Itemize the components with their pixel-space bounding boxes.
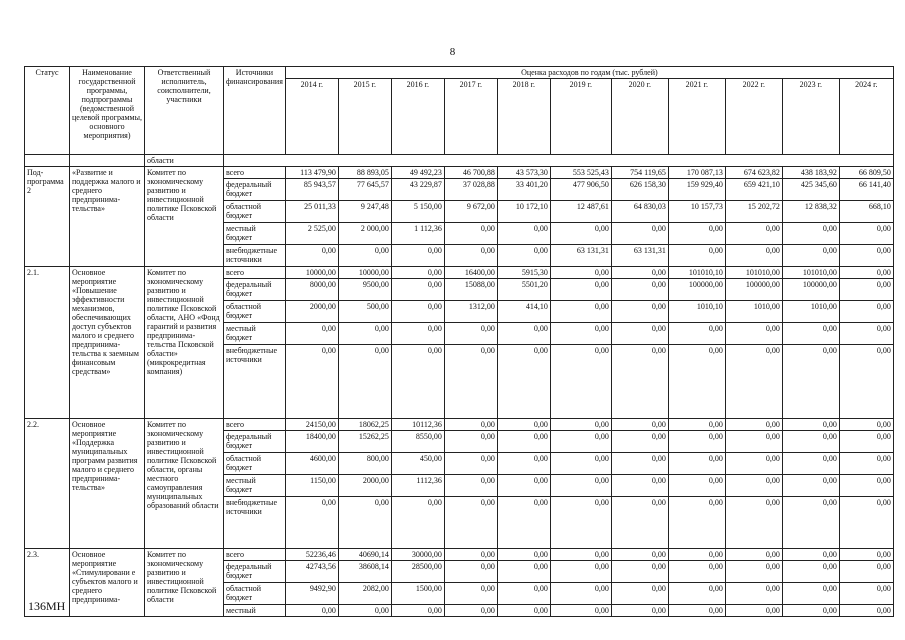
value-cell: 0,00 — [839, 301, 893, 323]
value-cell: 0,00 — [285, 323, 338, 345]
value-cell: 100000,00 — [782, 279, 839, 301]
value-cell: 52236,46 — [285, 549, 338, 561]
value-cell: 10 172,10 — [497, 201, 550, 223]
row-source: всего — [224, 267, 286, 279]
value-cell: 9 247,48 — [338, 201, 391, 223]
value-cell: 30000,00 — [391, 549, 444, 561]
cont-empty — [25, 155, 70, 167]
footer-code: 136МН — [28, 599, 66, 613]
value-cell: 0,00 — [839, 223, 893, 245]
value-cell: 15262,25 — [338, 431, 391, 453]
value-cell: 0,00 — [611, 345, 668, 419]
value-cell: 1312,00 — [444, 301, 497, 323]
value-cell: 0,00 — [444, 497, 497, 549]
value-cell: 5501,20 — [497, 279, 550, 301]
value-cell: 0,00 — [725, 431, 782, 453]
value-cell: 63 131,31 — [550, 245, 611, 267]
value-cell: 754 119,65 — [611, 167, 668, 179]
row-name: Основное мероприятие «Стимулировани е субъектов малого и среднего предпринима- — [70, 549, 145, 617]
value-cell: 0,00 — [839, 549, 893, 561]
value-cell: 0,00 — [550, 323, 611, 345]
value-cell: 101010,10 — [668, 267, 725, 279]
value-cell: 0,00 — [497, 497, 550, 549]
row-source: областной бюджет — [224, 583, 286, 605]
value-cell: 9 672,00 — [444, 201, 497, 223]
row-responsible: Комитет по экономическому развитию и инвестиционной политике Псковской области — [145, 549, 224, 617]
value-cell: 85 943,57 — [285, 179, 338, 201]
value-cell: 0,00 — [497, 583, 550, 605]
value-cell: 18400,00 — [285, 431, 338, 453]
value-cell: 0,00 — [285, 245, 338, 267]
value-cell: 0,00 — [611, 605, 668, 617]
value-cell: 0,00 — [782, 475, 839, 497]
value-cell: 0,00 — [444, 245, 497, 267]
value-cell: 10 157,73 — [668, 201, 725, 223]
row-source: всего — [224, 167, 286, 179]
value-cell: 0,00 — [550, 583, 611, 605]
value-cell: 0,00 — [611, 475, 668, 497]
value-cell: 25 011,33 — [285, 201, 338, 223]
row-source: областной бюджет — [224, 301, 286, 323]
value-cell: 0,00 — [668, 549, 725, 561]
value-cell: 0,00 — [497, 453, 550, 475]
value-cell: 0,00 — [550, 279, 611, 301]
value-cell: 414,10 — [497, 301, 550, 323]
value-cell: 0,00 — [444, 453, 497, 475]
value-cell: 0,00 — [839, 323, 893, 345]
value-cell: 8000,00 — [285, 279, 338, 301]
value-cell: 9500,00 — [338, 279, 391, 301]
value-cell: 0,00 — [444, 561, 497, 583]
header-estimate: Оценка расходов по годам (тыс. рублей) — [285, 67, 893, 79]
value-cell: 8550,00 — [391, 431, 444, 453]
header-sources: Источники финансирования — [224, 67, 286, 155]
row-source: федеральный бюджет — [224, 561, 286, 583]
value-cell: 0,00 — [839, 561, 893, 583]
value-cell: 0,00 — [668, 605, 725, 617]
value-cell: 0,00 — [839, 279, 893, 301]
value-cell: 0,00 — [782, 323, 839, 345]
value-cell: 0,00 — [550, 419, 611, 431]
value-cell: 0,00 — [725, 605, 782, 617]
value-cell: 0,00 — [725, 419, 782, 431]
value-cell: 0,00 — [550, 475, 611, 497]
value-cell: 0,00 — [725, 245, 782, 267]
value-cell: 0,00 — [550, 605, 611, 617]
value-cell: 159 929,40 — [668, 179, 725, 201]
value-cell: 0,00 — [725, 497, 782, 549]
value-cell: 10000,00 — [285, 267, 338, 279]
row-source: внебюджетные источники — [224, 245, 286, 267]
value-cell: 9492,90 — [285, 583, 338, 605]
value-cell: 0,00 — [444, 419, 497, 431]
value-cell: 42743,56 — [285, 561, 338, 583]
value-cell: 0,00 — [839, 475, 893, 497]
value-cell: 46 700,88 — [444, 167, 497, 179]
row-source: областной бюджет — [224, 453, 286, 475]
value-cell: 0,00 — [497, 345, 550, 419]
value-cell: 0,00 — [668, 497, 725, 549]
value-cell: 450,00 — [391, 453, 444, 475]
value-cell: 0,00 — [839, 245, 893, 267]
value-cell: 0,00 — [782, 431, 839, 453]
table-row — [25, 267, 894, 279]
value-cell: 0,00 — [285, 345, 338, 419]
value-cell: 37 028,88 — [444, 179, 497, 201]
value-cell: 0,00 — [725, 583, 782, 605]
value-cell: 101010,00 — [782, 267, 839, 279]
value-cell: 800,00 — [338, 453, 391, 475]
value-cell: 0,00 — [338, 345, 391, 419]
value-cell: 0,00 — [391, 279, 444, 301]
value-cell: 2082,00 — [338, 583, 391, 605]
value-cell: 0,00 — [550, 301, 611, 323]
table-row — [25, 549, 894, 561]
value-cell: 2 525,00 — [285, 223, 338, 245]
value-cell: 0,00 — [611, 583, 668, 605]
value-cell: 0,00 — [444, 323, 497, 345]
header-year: 2024 г. — [839, 79, 893, 155]
header-name: Наименование государственной программы, подпрограммы (ведомственной целевой программы, основного мероприятия) — [70, 67, 145, 155]
header-responsible: Ответственный исполнитель, соисполнители, участники — [145, 67, 224, 155]
value-cell: 0,00 — [782, 345, 839, 419]
value-cell: 5915,30 — [497, 267, 550, 279]
value-cell: 0,00 — [611, 497, 668, 549]
value-cell: 0,00 — [391, 605, 444, 617]
header-row — [25, 67, 894, 79]
value-cell: 659 421,10 — [725, 179, 782, 201]
cont-empty — [70, 155, 145, 167]
value-cell: 500,00 — [338, 301, 391, 323]
value-cell: 0,00 — [611, 267, 668, 279]
row-name: «Развитие и поддержка малого и среднего предпринима-тельства» — [70, 167, 145, 267]
value-cell: 0,00 — [285, 497, 338, 549]
row-name: Основное мероприятие «Поддержка муниципальных программ развития малого и среднего предпринима-тельства» — [70, 419, 145, 549]
value-cell: 0,00 — [839, 605, 893, 617]
row-source: всего — [224, 549, 286, 561]
value-cell: 0,00 — [444, 345, 497, 419]
value-cell: 0,00 — [391, 345, 444, 419]
header-year: 2023 г. — [782, 79, 839, 155]
value-cell: 0,00 — [668, 323, 725, 345]
value-cell: 0,00 — [497, 323, 550, 345]
value-cell: 0,00 — [782, 549, 839, 561]
value-cell: 0,00 — [668, 475, 725, 497]
header-year: 2019 г. — [550, 79, 611, 155]
value-cell: 0,00 — [550, 345, 611, 419]
row-source: всего — [224, 419, 286, 431]
value-cell: 0,00 — [782, 453, 839, 475]
row-source: внебюджетные источники — [224, 497, 286, 549]
value-cell: 0,00 — [338, 245, 391, 267]
value-cell: 0,00 — [839, 419, 893, 431]
value-cell: 0,00 — [338, 497, 391, 549]
value-cell: 0,00 — [611, 223, 668, 245]
header-status: Статус — [25, 67, 70, 155]
value-cell: 10112,36 — [391, 419, 444, 431]
value-cell: 0,00 — [725, 475, 782, 497]
row-source: федеральный бюджет — [224, 279, 286, 301]
value-cell: 0,00 — [782, 223, 839, 245]
value-cell: 1500,00 — [391, 583, 444, 605]
value-cell: 0,00 — [391, 497, 444, 549]
value-cell: 0,00 — [391, 323, 444, 345]
value-cell: 113 479,90 — [285, 167, 338, 179]
header-year: 2021 г. — [668, 79, 725, 155]
value-cell: 10000,00 — [338, 267, 391, 279]
table-row — [25, 167, 894, 179]
header-year: 2017 г. — [444, 79, 497, 155]
value-cell: 1150,00 — [285, 475, 338, 497]
value-cell: 0,00 — [782, 583, 839, 605]
value-cell: 438 183,92 — [782, 167, 839, 179]
value-cell: 0,00 — [497, 419, 550, 431]
value-cell: 0,00 — [497, 561, 550, 583]
value-cell: 0,00 — [550, 561, 611, 583]
value-cell: 0,00 — [497, 431, 550, 453]
value-cell: 0,00 — [444, 583, 497, 605]
row-source: местный бюджет — [224, 223, 286, 245]
value-cell: 0,00 — [391, 301, 444, 323]
value-cell: 0,00 — [782, 561, 839, 583]
value-cell: 425 345,60 — [782, 179, 839, 201]
row-source: областной бюджет — [224, 201, 286, 223]
value-cell: 0,00 — [391, 245, 444, 267]
value-cell: 0,00 — [550, 223, 611, 245]
value-cell: 77 645,57 — [338, 179, 391, 201]
value-cell: 12 838,32 — [782, 201, 839, 223]
value-cell: 2000,00 — [338, 475, 391, 497]
value-cell: 0,00 — [611, 301, 668, 323]
value-cell: 38608,14 — [338, 561, 391, 583]
value-cell: 0,00 — [611, 561, 668, 583]
value-cell: 0,00 — [668, 453, 725, 475]
value-cell: 0,00 — [550, 431, 611, 453]
value-cell: 0,00 — [668, 419, 725, 431]
value-cell: 0,00 — [725, 453, 782, 475]
header-year: 2018 г. — [497, 79, 550, 155]
value-cell: 1010,10 — [668, 301, 725, 323]
value-cell: 49 492,23 — [391, 167, 444, 179]
row-status: Под-программа 2 — [25, 167, 70, 267]
header-year: 2015 г. — [338, 79, 391, 155]
value-cell: 88 893,05 — [338, 167, 391, 179]
header-year: 2022 г. — [725, 79, 782, 155]
row-source: внебюджетные источники — [224, 345, 286, 419]
value-cell: 0,00 — [550, 267, 611, 279]
value-cell: 2000,00 — [285, 301, 338, 323]
value-cell: 5 150,00 — [391, 201, 444, 223]
value-cell: 0,00 — [839, 345, 893, 419]
value-cell: 1112,36 — [391, 475, 444, 497]
value-cell: 0,00 — [839, 583, 893, 605]
page-number: 8 — [449, 46, 456, 58]
value-cell: 0,00 — [725, 549, 782, 561]
value-cell: 0,00 — [668, 561, 725, 583]
value-cell: 0,00 — [285, 605, 338, 617]
value-cell: 0,00 — [725, 223, 782, 245]
value-cell: 0,00 — [782, 419, 839, 431]
value-cell: 0,00 — [725, 323, 782, 345]
value-cell: 0,00 — [611, 549, 668, 561]
value-cell: 0,00 — [611, 279, 668, 301]
value-cell: 0,00 — [497, 223, 550, 245]
value-cell: 0,00 — [839, 453, 893, 475]
value-cell: 0,00 — [782, 605, 839, 617]
row-source: местный — [224, 605, 286, 617]
value-cell: 100000,00 — [668, 279, 725, 301]
value-cell: 0,00 — [668, 431, 725, 453]
row-responsible: Комитет по экономическому развитию и инвестиционной политике Псковской области, органы местного самоуправления муниципальных образований области — [145, 419, 224, 549]
value-cell: 1010,00 — [725, 301, 782, 323]
value-cell: 0,00 — [497, 245, 550, 267]
value-cell: 4600,00 — [285, 453, 338, 475]
value-cell: 0,00 — [782, 245, 839, 267]
value-cell: 477 906,50 — [550, 179, 611, 201]
value-cell: 43 229,87 — [391, 179, 444, 201]
row-source: местный бюджет — [224, 323, 286, 345]
value-cell: 101010,00 — [725, 267, 782, 279]
row-source: федеральный бюджет — [224, 179, 286, 201]
value-cell: 0,00 — [611, 431, 668, 453]
row-responsible: Комитет по экономическому развитию и инвестиционной политике Псковской области, АНО «Фонд гарантий и развития предпринима-тельства Псковской области» (микрокредитная компания) — [145, 267, 224, 419]
value-cell: 170 087,13 — [668, 167, 725, 179]
value-cell: 12 487,61 — [550, 201, 611, 223]
row-name: Основное мероприятие «Повышение эффективности механизмов, обеспечивающих доступ субъектов малого и среднего предпринима-тельства к заемным финансовым средствам» — [70, 267, 145, 419]
value-cell: 0,00 — [444, 549, 497, 561]
value-cell: 40690,14 — [338, 549, 391, 561]
value-cell: 0,00 — [725, 345, 782, 419]
value-cell: 1 112,36 — [391, 223, 444, 245]
value-cell: 0,00 — [839, 497, 893, 549]
value-cell: 0,00 — [668, 223, 725, 245]
value-cell: 0,00 — [444, 605, 497, 617]
value-cell: 33 401,20 — [497, 179, 550, 201]
value-cell: 0,00 — [391, 267, 444, 279]
value-cell: 626 158,30 — [611, 179, 668, 201]
value-cell: 100000,00 — [725, 279, 782, 301]
value-cell: 43 573,30 — [497, 167, 550, 179]
value-cell: 18062,25 — [338, 419, 391, 431]
value-cell: 66 809,50 — [839, 167, 893, 179]
cont-label: области — [145, 155, 224, 167]
value-cell: 15088,00 — [444, 279, 497, 301]
value-cell: 0,00 — [497, 475, 550, 497]
budget-table — [24, 66, 894, 617]
value-cell: 0,00 — [725, 561, 782, 583]
header-year: 2014 г. — [285, 79, 338, 155]
value-cell: 0,00 — [668, 345, 725, 419]
header-year: 2020 г. — [611, 79, 668, 155]
cont-empty — [224, 155, 894, 167]
value-cell: 66 141,40 — [839, 179, 893, 201]
value-cell: 0,00 — [839, 267, 893, 279]
value-cell: 553 525,43 — [550, 167, 611, 179]
value-cell: 16400,00 — [444, 267, 497, 279]
value-cell: 0,00 — [497, 605, 550, 617]
header-year: 2016 г. — [391, 79, 444, 155]
value-cell: 0,00 — [611, 419, 668, 431]
row-status: 2.1. — [25, 267, 70, 419]
value-cell: 0,00 — [611, 453, 668, 475]
value-cell: 0,00 — [668, 245, 725, 267]
table-row — [25, 419, 894, 431]
value-cell: 24150,00 — [285, 419, 338, 431]
value-cell: 0,00 — [444, 223, 497, 245]
value-cell: 0,00 — [611, 323, 668, 345]
value-cell: 64 830,03 — [611, 201, 668, 223]
value-cell: 28500,00 — [391, 561, 444, 583]
value-cell: 0,00 — [668, 583, 725, 605]
value-cell: 0,00 — [444, 431, 497, 453]
row-responsible: Комитет по экономическому развитию и инвестиционной политике Псковской области — [145, 167, 224, 267]
value-cell: 0,00 — [550, 497, 611, 549]
value-cell: 0,00 — [839, 431, 893, 453]
value-cell: 0,00 — [782, 497, 839, 549]
row-status: 2.3. — [25, 549, 70, 617]
value-cell: 2 000,00 — [338, 223, 391, 245]
value-cell: 0,00 — [497, 549, 550, 561]
value-cell: 63 131,31 — [611, 245, 668, 267]
value-cell: 668,10 — [839, 201, 893, 223]
value-cell: 0,00 — [550, 453, 611, 475]
value-cell: 0,00 — [338, 323, 391, 345]
value-cell: 674 623,82 — [725, 167, 782, 179]
row-status: 2.2. — [25, 419, 70, 549]
value-cell: 15 202,72 — [725, 201, 782, 223]
value-cell: 0,00 — [444, 475, 497, 497]
row-source: местный бюджет — [224, 475, 286, 497]
value-cell: 0,00 — [338, 605, 391, 617]
value-cell: 1010,00 — [782, 301, 839, 323]
value-cell: 0,00 — [550, 549, 611, 561]
row-source: федеральный бюджет — [224, 431, 286, 453]
